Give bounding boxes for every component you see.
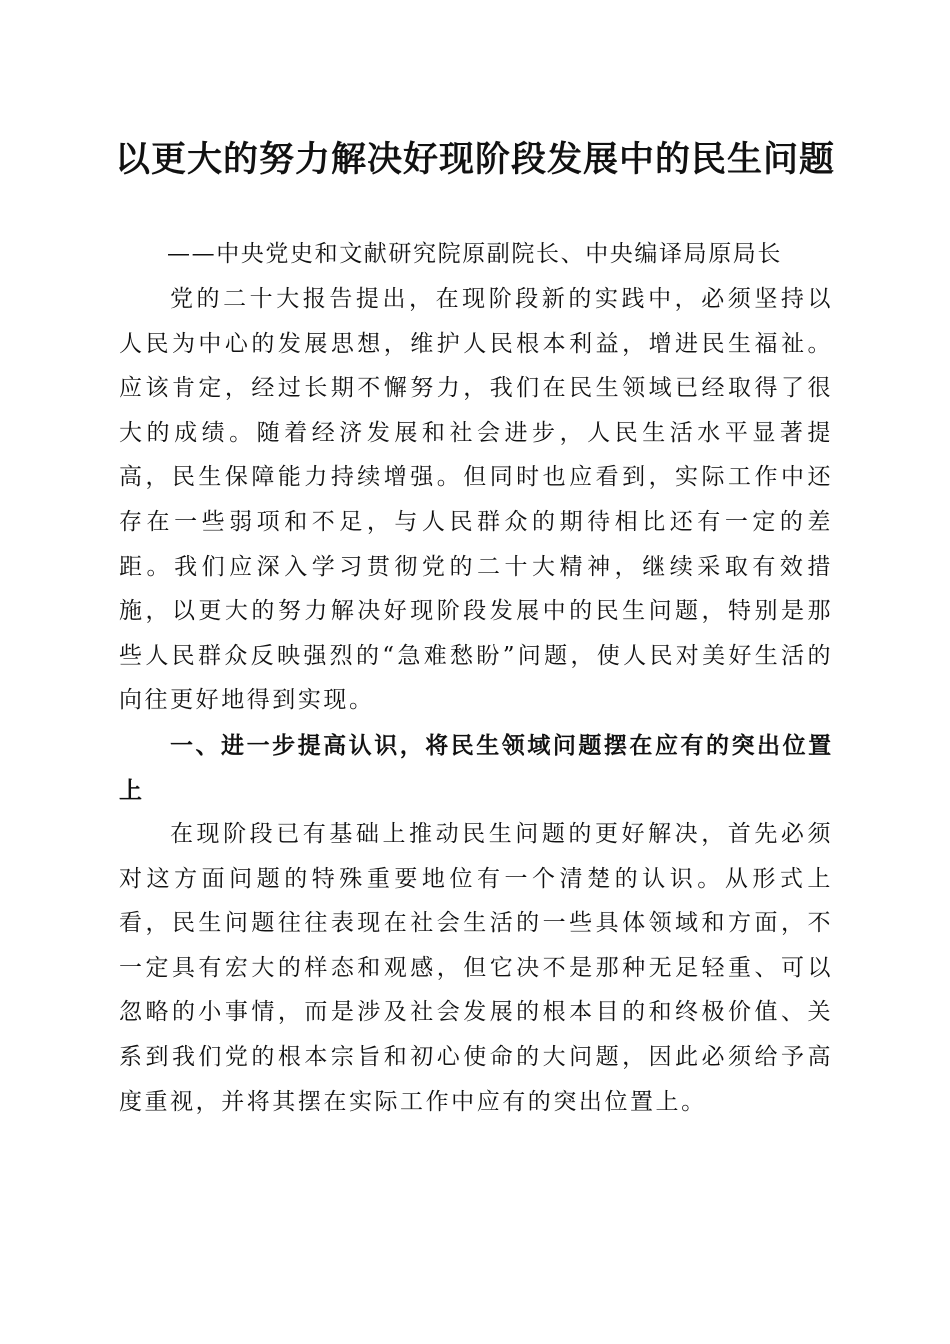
section-heading: 一、进一步提高认识，将民生领域问题摆在应有的突出位置上 (119, 733, 833, 804)
document-title: 以更大的努力解决好现阶段发展中的民生问题 (114, 139, 835, 180)
document-subtitle: ——中央党史和文献研究院原副院长、中央编译局原局长 (167, 241, 782, 267)
paragraph-intro: 党的二十大报告提出，在现阶段新的实践中，必须坚持以人民为中心的发展思想，维护人民根本利益，增进民生福祉。应该肯定，经过长期不懈努力，我们在民生领域已经取得了很大的成绩。随着经济发展和社会进步，人民生活水平显著提高，民生保障能力持续增强。但同时也应看到，实际工作中还存在一些弱项和不足，与人民群众的期待相比还有一定的差距。我们应深入学习贯彻党的二十大精神，继续采取有效措施，以更大的努力解决好现阶段发展中的民生问题，特别是那些人民群众反映强烈的“急难愁盼”问题，使人民对美好生活的向往更好地得到实现。 (119, 286, 833, 714)
paragraph-section-one: 在现阶段已有基础上推动民生问题的更好解决，首先必须对这方面问题的特殊重要地位有一个清楚的认识。从形式上看，民生问题往往表现在社会生活的一些具体领域和方面，不一定具有宏大的样态和观感，但它决不是那种无足轻重、可以忽略的小事情，而是涉及社会发展的根本目的和终极价值、关系到我们党的根本宗旨和初心使命的大问题，因此必须给予高度重视，并将其摆在实际工作中应有的突出位置上。 (119, 821, 833, 1115)
